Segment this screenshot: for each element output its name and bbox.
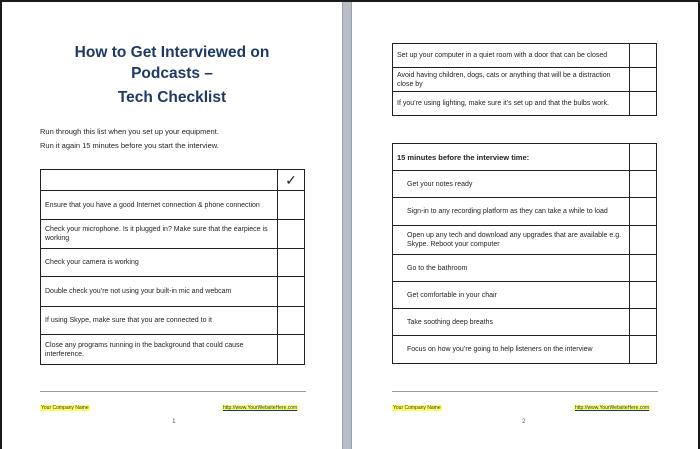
table-row xyxy=(393,226,657,255)
table-row xyxy=(393,282,657,309)
checkbox-cell[interactable] xyxy=(630,44,657,68)
intro-text-1: Run through this list when you set up your equipment. xyxy=(40,127,219,136)
checkbox-cell[interactable] xyxy=(630,255,657,282)
checklist-item: Avoid having children, dogs, cats or anything that will be a distraction close by xyxy=(393,68,630,92)
table-row xyxy=(41,191,305,220)
checklist-item: Take soothing deep breaths xyxy=(393,309,630,336)
checkbox-cell[interactable] xyxy=(278,191,305,220)
table-row xyxy=(41,220,305,249)
checkbox-cell xyxy=(630,144,657,171)
checkbox-cell[interactable] xyxy=(278,249,305,277)
table-row xyxy=(393,198,657,226)
table-header-row xyxy=(41,170,305,191)
checkbox-cell[interactable] xyxy=(278,220,305,249)
page-number: 1 xyxy=(172,418,176,425)
checklist-item: Close any programs running in the background that could cause interference. xyxy=(41,335,278,365)
checkbox-cell[interactable] xyxy=(278,277,305,307)
checklist-table-1 xyxy=(40,169,305,365)
footer-divider xyxy=(40,391,306,392)
page-1 xyxy=(2,2,342,449)
table-row xyxy=(393,92,657,116)
checkbox-cell[interactable] xyxy=(630,92,657,116)
title-line-1: How to Get Interviewed on xyxy=(74,44,270,61)
checklist-table-2 xyxy=(392,43,657,116)
section-header: 15 minutes before the interview time: xyxy=(393,144,630,171)
checklist-item: Open up any tech and download any upgrades that are available e.g. Skype. Reboot your computer xyxy=(393,226,630,255)
checklist-item: Check your camera is working xyxy=(41,249,278,277)
checkbox-cell[interactable] xyxy=(630,226,657,255)
checkmark-icon: ✓ xyxy=(278,170,305,191)
footer-website-link[interactable]: http://www.YourWebsiteHere.com xyxy=(223,405,298,411)
table-header-cell xyxy=(41,170,278,191)
table-row xyxy=(41,307,305,335)
checklist-item: Get comfortable in your chair xyxy=(393,282,630,309)
checkbox-cell[interactable] xyxy=(630,309,657,336)
table-row xyxy=(393,255,657,282)
table-row xyxy=(41,249,305,277)
checkbox-cell[interactable] xyxy=(630,198,657,226)
title-line-2: Podcasts – xyxy=(131,65,213,82)
checkbox-cell[interactable] xyxy=(278,307,305,335)
footer-company-name: Your Company Name xyxy=(393,405,441,411)
checklist-item: Double check you’re not using your built-in mic and webcam xyxy=(41,277,278,307)
checkbox-cell[interactable] xyxy=(630,171,657,198)
table-row xyxy=(41,335,305,365)
footer-website-link[interactable]: http://www.YourWebsiteHere.com xyxy=(575,405,650,411)
checklist-item: Ensure that you have a good Internet connection & phone connection xyxy=(41,191,278,220)
checkbox-cell[interactable] xyxy=(630,282,657,309)
checklist-item: If using Skype, make sure that you are connected to it xyxy=(41,307,278,335)
checkbox-cell[interactable] xyxy=(630,336,657,364)
page-number: 2 xyxy=(522,418,526,425)
table-row xyxy=(393,68,657,92)
table-row xyxy=(393,44,657,68)
checklist-table-3 xyxy=(392,143,657,364)
footer-company-name: Your Company Name xyxy=(41,405,89,411)
table-row xyxy=(41,277,305,307)
checkbox-cell[interactable] xyxy=(278,335,305,365)
table-row xyxy=(393,171,657,198)
checklist-item: Focus on how you’re going to help listeners on the interview xyxy=(393,336,630,364)
checklist-item: Get your notes ready xyxy=(393,171,630,198)
checklist-item: If you’re using lighting, make sure it’s set up and that the bulbs work. xyxy=(393,92,630,116)
checkbox-cell[interactable] xyxy=(630,68,657,92)
table-row xyxy=(393,336,657,364)
checklist-item: Go to the bathroom xyxy=(393,255,630,282)
checklist-item: Check your microphone. Is it plugged in? Make sure that the earpiece is working xyxy=(41,220,278,249)
page-gap xyxy=(342,2,352,449)
table-row xyxy=(393,309,657,336)
intro-text-2: Run it again 15 minutes before you start the interview. xyxy=(40,141,219,150)
section-header-row xyxy=(393,144,657,171)
page-2 xyxy=(352,2,698,449)
checklist-item: Sign-in to any recording platform as they can take a while to load xyxy=(393,198,630,226)
title-line-3: Tech Checklist xyxy=(117,89,227,106)
checklist-item: Set up your computer in a quiet room with a door that can be closed xyxy=(393,44,630,68)
footer-divider xyxy=(392,391,658,392)
